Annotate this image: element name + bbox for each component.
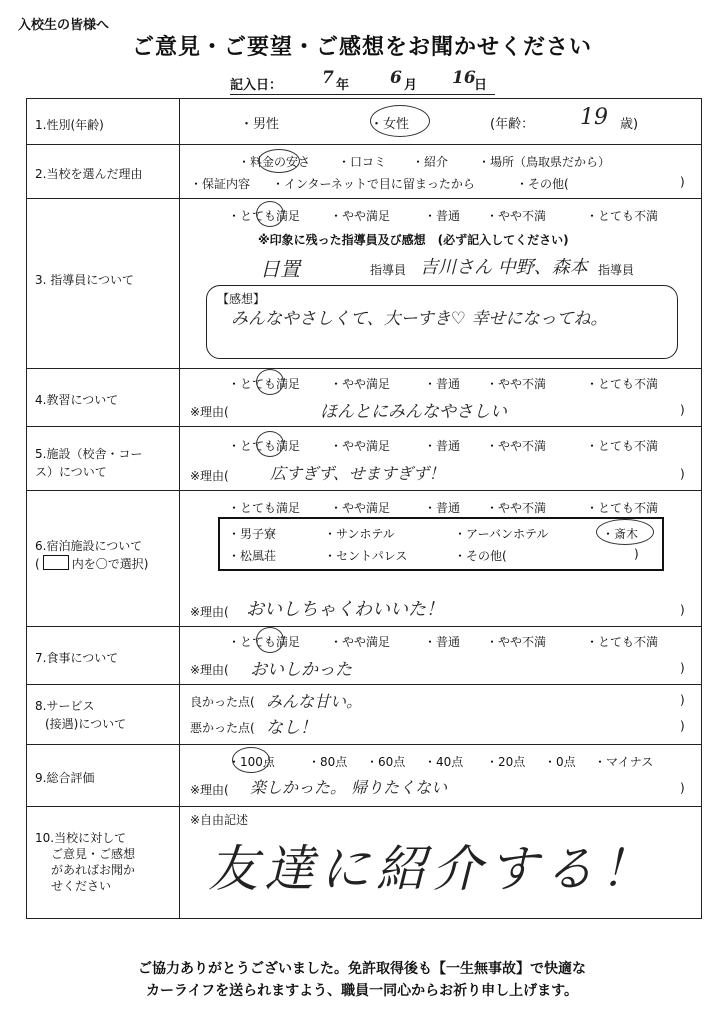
free-label-line-4: せください: [51, 879, 112, 893]
row-overall: [27, 745, 702, 807]
instructor-name-2[interactable]: 吉川さん 中野、森本: [420, 257, 588, 278]
meals-label-cell: [27, 627, 180, 685]
facility-very-dissatisfied[interactable]: ・とても不満: [586, 439, 659, 453]
instructor-very-satisfied[interactable]: ・とても満足: [228, 209, 301, 223]
facility-label-1: 5.施設（校舎・コー: [35, 447, 143, 461]
overall-label-cell: [27, 745, 180, 807]
lodging-content-cell: [180, 491, 702, 627]
reason-price[interactable]: ・料金の安さ: [238, 155, 311, 169]
facility-label-2: ス）について: [35, 465, 107, 479]
lodging-shofuso[interactable]: ・松風荘: [228, 549, 277, 563]
instructor-neutral[interactable]: ・普通: [424, 209, 461, 223]
facility-reason-close: ): [680, 467, 685, 481]
facility-neutral[interactable]: ・普通: [424, 439, 461, 453]
lodging-selection-box: [218, 517, 664, 571]
lodging-very-dissatisfied[interactable]: ・とても不満: [586, 501, 659, 515]
audience-label: 入校生の皆様へ: [18, 18, 110, 33]
lodging-reason-close: ): [680, 603, 685, 617]
lessons-reason-label: ※理由(: [190, 405, 229, 419]
lessons-label-cell: [27, 369, 180, 427]
row-service: [27, 685, 702, 745]
overall-reason-text[interactable]: 楽しかった。 帰りたくない: [250, 778, 448, 797]
date-day-value: 16: [452, 68, 476, 88]
facility-very-satisfied[interactable]: ・とても満足: [228, 439, 301, 453]
instructor-label-2: 指導員: [598, 263, 635, 277]
footer-line-2: カーライフを送られますよう、職員一同心からお祈り申し上げます。: [145, 983, 579, 999]
lodging-other-close: ): [634, 547, 639, 561]
service-bad-text[interactable]: なし！: [266, 718, 317, 738]
score-20[interactable]: ・20点: [486, 755, 526, 769]
reason-location[interactable]: ・場所（鳥取県だから）: [478, 155, 611, 169]
month-unit: 月: [404, 78, 418, 93]
reason-other[interactable]: ・その他(: [516, 177, 569, 191]
score-80[interactable]: ・80点: [308, 755, 348, 769]
lessons-very-satisfied[interactable]: ・とても満足: [228, 377, 301, 391]
female-circle-mark: [370, 105, 430, 137]
year-unit: 年: [336, 78, 350, 93]
meals-neutral[interactable]: ・普通: [424, 635, 461, 649]
instructor-name-1[interactable]: 日置: [260, 257, 300, 281]
meals-reason-close: ): [680, 661, 685, 675]
instructor-label: 3. 指導員について: [35, 273, 135, 287]
lodging-urban-hotel[interactable]: ・アーバンホテル: [454, 527, 549, 541]
overall-reason-close: ): [680, 781, 685, 795]
lessons-reason-close: ): [680, 403, 685, 417]
free-comment-label: ※自由記述: [190, 813, 249, 827]
service-label-1: 8.サービス: [35, 699, 95, 713]
lessons-label: 4.教習について: [35, 393, 119, 407]
lodging-label-2-post: 内を〇で選択): [71, 557, 149, 571]
score-60[interactable]: ・60点: [366, 755, 406, 769]
meals-reason-label: ※理由(: [190, 663, 229, 677]
reason-label-cell: [27, 145, 180, 199]
reason-label: 2.当校を選んだ理由: [35, 167, 143, 181]
facility-somewhat-satisfied[interactable]: ・やや満足: [330, 439, 391, 453]
facility-circle-mark: [256, 431, 284, 457]
free-label-line-3: があればお聞か: [51, 863, 136, 877]
impression-text: みんなやさしくて、大ーすき♡ 幸せになってね。: [231, 309, 608, 329]
reason-internet[interactable]: ・インターネットで目に留まったから: [272, 177, 475, 191]
date-label: 記入日：: [230, 78, 283, 93]
bordered-box-sample: [43, 555, 69, 570]
reason-options-cell: [180, 145, 702, 199]
service-content-cell: [180, 685, 702, 745]
lodging-label-cell: [27, 491, 180, 627]
instructor-content-cell: [180, 199, 702, 369]
facility-somewhat-dissatisfied[interactable]: ・やや不満: [486, 439, 547, 453]
row-reason: [27, 145, 702, 199]
instructor-very-dissatisfied[interactable]: ・とても不満: [586, 209, 659, 223]
meals-content-cell: [180, 627, 702, 685]
meals-reason-text[interactable]: おいしかった: [250, 660, 352, 680]
impression-box[interactable]: [206, 285, 678, 359]
lessons-neutral[interactable]: ・普通: [424, 377, 461, 391]
free-content-cell[interactable]: [180, 807, 702, 919]
overall-label: 9.総合評価: [35, 771, 95, 785]
day-unit: 日: [474, 78, 488, 93]
facility-content-cell: [180, 427, 702, 491]
lodging-label-2: [35, 555, 148, 572]
score-100[interactable]: ・100点: [228, 755, 275, 769]
row-lessons: [27, 369, 702, 427]
row-lodging: [27, 491, 702, 627]
date-entry: [230, 68, 495, 95]
lodging-saiki[interactable]: ・斎木: [602, 527, 639, 541]
row-free-comment: [27, 807, 702, 919]
meals-circle-mark: [256, 627, 284, 653]
lessons-somewhat-dissatisfied[interactable]: ・やや不満: [486, 377, 547, 391]
lodging-somewhat-satisfied[interactable]: ・やや満足: [330, 501, 391, 515]
lessons-circle-mark: [256, 369, 284, 395]
lessons-very-dissatisfied[interactable]: ・とても不満: [586, 377, 659, 391]
impression-label: 【感想】: [217, 292, 266, 306]
age-unit: 歳): [620, 117, 639, 132]
facility-reason-text[interactable]: 広すぎず、せますぎず！: [270, 464, 445, 483]
instructor-instruction: ※印象に残った指導員及び感想 (必ず記入してください): [258, 233, 569, 247]
free-label-cell: [27, 807, 180, 919]
overall-reason-label: ※理由(: [190, 783, 229, 797]
instructor-somewhat-satisfied[interactable]: ・やや満足: [330, 209, 391, 223]
instructor-somewhat-dissatisfied[interactable]: ・やや不満: [486, 209, 547, 223]
option-female[interactable]: ・女性: [370, 117, 410, 132]
service-label-cell: [27, 685, 180, 745]
lodging-other[interactable]: ・その他(: [454, 549, 507, 563]
date-month-value: 6: [390, 68, 402, 88]
meals-label: 7.食事について: [35, 651, 119, 665]
score-0[interactable]: ・0点: [544, 755, 576, 769]
row-instructor: [27, 199, 702, 369]
lodging-label-1: 6.宿泊施設について: [35, 539, 143, 553]
lodging-saint-palace[interactable]: ・セントパレス: [324, 549, 408, 563]
price-circle-mark: [258, 149, 300, 173]
lessons-somewhat-satisfied[interactable]: ・やや満足: [330, 377, 391, 391]
survey-table: [26, 98, 702, 919]
lodging-reason-text[interactable]: おいしちゃくわいいた！: [246, 599, 444, 620]
service-good-close: ): [680, 693, 685, 707]
free-comment-text[interactable]: 友達に紹介する！: [208, 840, 656, 898]
facility-reason-label: ※理由(: [190, 469, 229, 483]
instructor-label-1: 指導員: [370, 263, 407, 277]
instructor-label-cell: [27, 199, 180, 369]
lodging-very-satisfied[interactable]: ・とても満足: [228, 501, 301, 515]
service-good-label: 良かった点(: [190, 695, 255, 709]
service-good-text[interactable]: みんな甘い。: [266, 692, 363, 711]
lodging-sun-hotel[interactable]: ・サンホテル: [324, 527, 395, 541]
saiki-circle-mark: [596, 519, 654, 545]
date-year-value: 7: [322, 68, 334, 88]
overall-content-cell: [180, 745, 702, 807]
score-circle-mark: [232, 747, 270, 773]
gender-label-cell: [27, 99, 180, 145]
instructor-circle-mark: [256, 201, 284, 227]
lodging-neutral[interactable]: ・普通: [424, 501, 461, 515]
service-bad-close: ): [680, 719, 685, 733]
service-bad-label: 悪かった点(: [190, 721, 255, 735]
meals-very-dissatisfied[interactable]: ・とても不満: [586, 635, 659, 649]
option-male[interactable]: ・男性: [240, 117, 280, 132]
gender-options-cell: [180, 99, 702, 145]
reason-referral[interactable]: ・紹介: [412, 155, 449, 169]
footer-message: [0, 958, 724, 1002]
lessons-reason-text[interactable]: ほんとにみんなやさしい: [320, 402, 507, 422]
form-title: ご意見・ご要望・ご感想をお聞かせください: [131, 35, 592, 60]
meals-somewhat-dissatisfied[interactable]: ・やや不満: [486, 635, 547, 649]
service-label-2: (接遇)について: [45, 717, 127, 731]
reason-other-close: ): [680, 175, 685, 189]
free-label-line-1: 10.当校に対して: [35, 831, 127, 845]
reason-word-of-mouth[interactable]: ・口コミ: [338, 155, 387, 169]
facility-label-cell: [27, 427, 180, 491]
meals-somewhat-satisfied[interactable]: ・やや満足: [330, 635, 391, 649]
meals-very-satisfied[interactable]: ・とても満足: [228, 635, 301, 649]
lodging-somewhat-dissatisfied[interactable]: ・やや不満: [486, 501, 547, 515]
age-value[interactable]: 19: [580, 105, 608, 130]
footer-line-1: ご協力ありがとうございました。免許取得後も【一生無事故】で快適な: [138, 961, 586, 977]
row-meals: [27, 627, 702, 685]
lodging-mens-dorm[interactable]: ・男子寮: [228, 527, 277, 541]
lessons-content-cell: [180, 369, 702, 427]
score-minus[interactable]: ・マイナス: [594, 755, 654, 769]
gender-label: 1.性別(年齢): [35, 118, 104, 132]
score-40[interactable]: ・40点: [424, 755, 464, 769]
reason-guarantee[interactable]: ・保証内容: [190, 177, 251, 191]
row-gender: [27, 99, 702, 145]
lodging-reason-label: ※理由(: [190, 605, 229, 619]
row-facility: [27, 427, 702, 491]
free-label-line-2: ご意見・ご感想: [51, 847, 136, 861]
lodging-label-2-pre: (: [35, 557, 40, 571]
age-label: (年齢：: [490, 117, 535, 132]
